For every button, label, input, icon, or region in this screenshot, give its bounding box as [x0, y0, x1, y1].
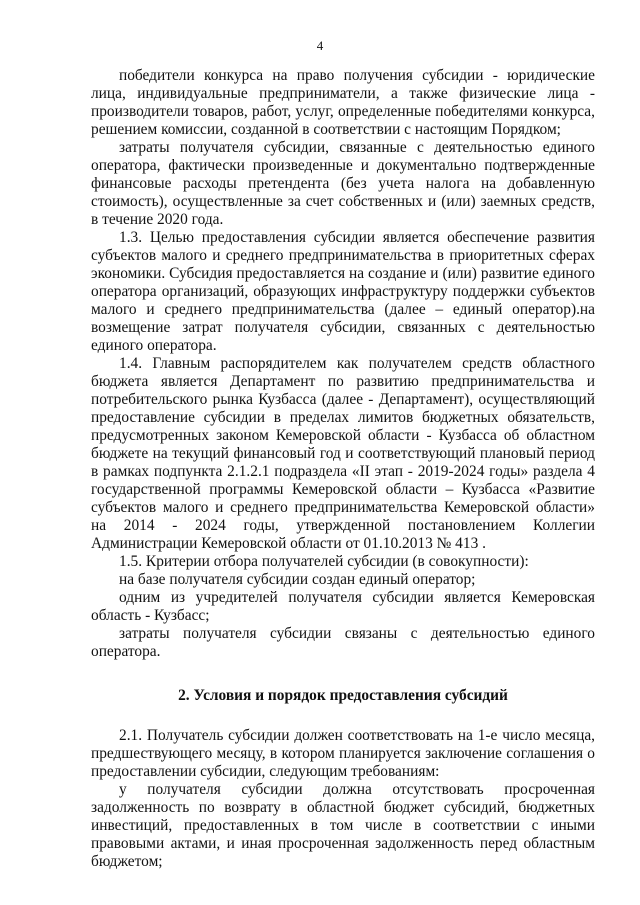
paragraph-1-4-main-manager: 1.4. Главным распорядителем как получателем средств областного бюджета является Департамент по развитию предпринимательства и потребительского рынка Кузбасса (далее - Департамент), осуществляющий предоставление субсидии в пределах лимитов бюджетных обязательств, предусмотренных законом Кемеровской области - Кузбасса об областном бюджете на текущий финансовый год и соответствующий плановый период в рамках подпункта 2.1.2.1 подраздела «II этап - 2019-2024 годы» раздела 4 государственной программы Кемеровской области – Кузбасса «Развитие субъектов малого и среднего предпринимательства Кемеровской области» на 2014 - 2024 годы, утвержденной постановлением Коллегии Администрации Кемеровской области от 01.10.2013 № 413 .: [91, 355, 595, 552]
document-body: [91, 67, 595, 871]
paragraph-criterion-3: затраты получателя субсидии связаны с деятельностью единого оператора.: [91, 625, 595, 660]
section-heading: 2. Условия и порядок предоставления субсидий: [178, 687, 508, 704]
paragraph-1-3-purpose: 1.3. Целью предоставления субсидии является обеспечение развития субъектов малого и среднего предпринимательства в приоритетных сферах экономики. Субсидия предоставляется на создание и (или) развитие единого оператора организаций, образующих инфраструктуру поддержки субъектов малого и среднего предпринимательства (далее – единый оператор).на возмещение затрат получателя субсидии, связанных с деятельностью единого оператора.: [91, 229, 595, 354]
paragraph-criterion-1: на базе получателя субсидии создан единый оператор;: [119, 571, 476, 588]
paragraph-2-1-requirements: 2.1. Получатель субсидии должен соответствовать на 1-е число месяца, предшествующего месяцу, в котором планируется заключение соглашения о предоставлении субсидии, следующим требованиям:: [91, 727, 595, 780]
paragraph-winners-definition: победители конкурса на право получения субсидии - юридические лица, индивидуальные предприниматели, а также физические лица - производители товаров, работ, услуг, определенные победителями конкурса, решением комиссии, созданной в соответствии с настоящим Порядком;: [91, 67, 595, 138]
paragraph-no-overdue-debt: у получателя субсидии должна отсутствовать просроченная задолженность по возврату в областной бюджет субсидий, бюджетных инвестиций, предоставленных в том числе в соответствии с иными правовыми актами, и иная просроченная задолженность перед областным бюджетом;: [91, 781, 595, 870]
paragraph-criterion-2: одним из учредителей получателя субсидии является Кемеровская область - Кузбасс;: [91, 589, 595, 624]
paragraph-expenses-definition: затраты получателя субсидии, связанные с деятельностью единого оператора, фактически произведенные и документально подтвержденные финансовые расходы претендента (без учета налога на добавленную стоимость), осуществленные за счет собственных и (или) заемных средств, в течение 2020 года.: [91, 139, 595, 228]
page-number: 4: [316, 38, 324, 53]
paragraph-1-5-criteria: 1.5. Критерии отбора получателей субсидии (в совокупности):: [119, 553, 529, 570]
